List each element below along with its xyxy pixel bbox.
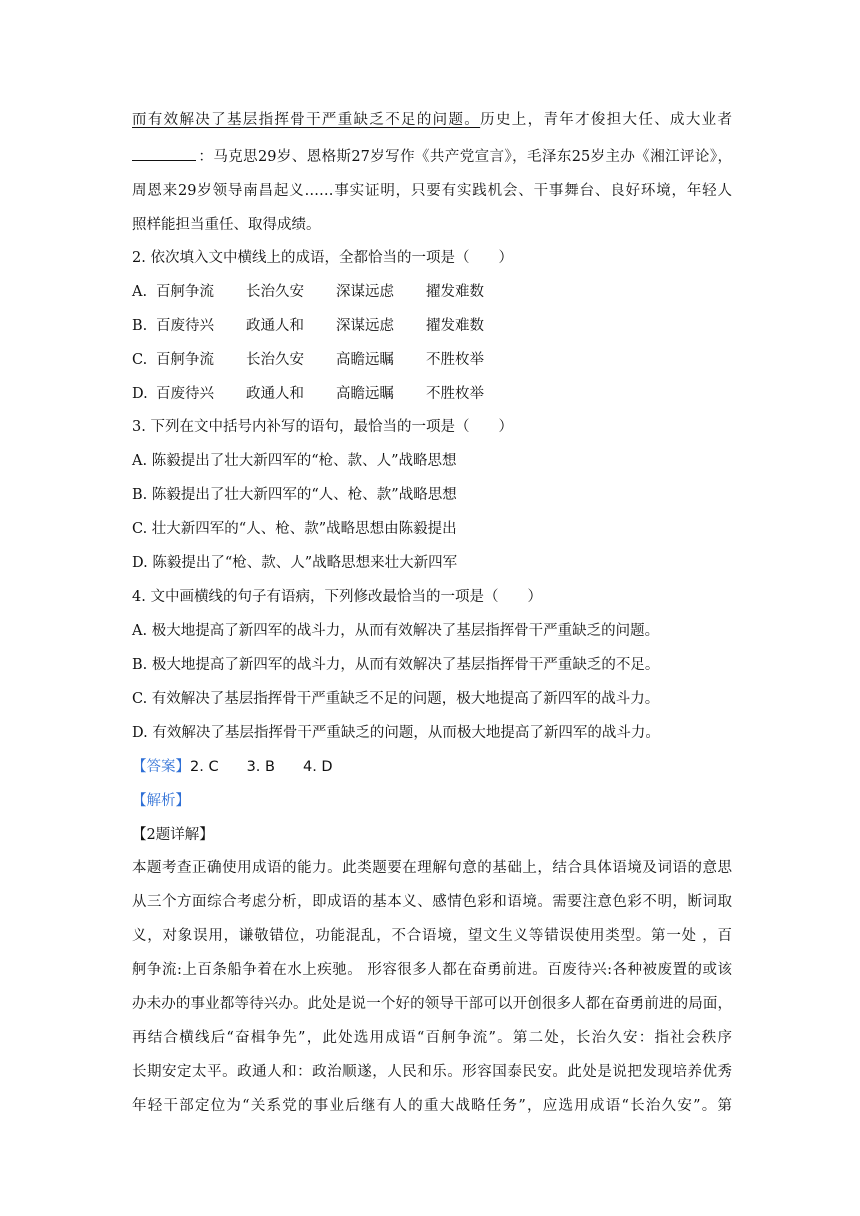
question-4-option-b: B. 极大地提高了新四军的战斗力，从而有效解决了基层指挥骨干严重缺乏的不足。 bbox=[132, 657, 660, 673]
option-item: 深谋远虑 bbox=[336, 284, 394, 300]
analysis-line: 从三个方面综合考虑分析，即成语的基本义、感情色彩和语境。需要注意色彩不明，断词取 bbox=[132, 894, 732, 910]
option-item: 高瞻远瞩 bbox=[336, 386, 394, 402]
question-2-stem: 2. 依次填入文中横线上的成语，全都恰当的一项是（ ） bbox=[132, 250, 513, 266]
question-2-option-b bbox=[132, 316, 732, 336]
analysis-line: 义，对象误用，谦敬错位，功能混乱，不合语境，望文生义等错误使用类型。第一处 ，百 bbox=[132, 928, 732, 944]
question-3-stem: 3. 下列在文中括号内补写的语句，最恰当的一项是（ ） bbox=[132, 419, 513, 435]
option-item: 长治久安 bbox=[246, 352, 304, 368]
option-key: D. bbox=[132, 386, 148, 402]
question-4-option-d: D. 有效解决了基层指挥骨干严重缺乏的问题，从而极大地提高了新四军的战斗力。 bbox=[132, 725, 660, 741]
option-key: C. bbox=[132, 352, 148, 368]
passage-line-1 bbox=[132, 110, 732, 130]
question-4-stem: 4. 文中画横线的句子有语病，下列修改最恰当的一项是（ ） bbox=[132, 589, 542, 605]
answer-item: 4. D bbox=[302, 759, 333, 775]
option-item: 深谋远虑 bbox=[336, 318, 394, 334]
answer-item: 2. C bbox=[190, 759, 219, 775]
analysis-label: 【解析】 bbox=[132, 793, 190, 809]
option-item: 擢发难数 bbox=[426, 284, 484, 300]
passage-line-1-rest: 历史上，青年才俊担大任、成大业者 bbox=[480, 112, 733, 128]
option-item: 不胜枚举 bbox=[426, 352, 484, 368]
question-3-option-b: B. 陈毅提出了壮大新四军的“人、枪、款”战略思想 bbox=[132, 487, 457, 503]
option-item: 百舸争流 bbox=[156, 352, 214, 368]
option-key: A. bbox=[132, 284, 148, 300]
answer-line bbox=[132, 757, 732, 777]
analysis-line: 舸争流:上百条船争着在水上疾驰。 形容很多人都在奋勇前进。百废待兴:各种被废置的或该 bbox=[132, 962, 732, 978]
question-4-option-c: C. 有效解决了基层指挥骨干严重缺乏不足的问题，极大地提高了新四军的战斗力。 bbox=[132, 691, 660, 707]
fill-blank bbox=[132, 146, 196, 161]
analysis-line: 长期安定太平。政通人和：政治顺遂，人民和乐。形容国泰民安。此处是说把发现培养优秀 bbox=[132, 1064, 732, 1080]
question-4-option-a: A. 极大地提高了新四军的战斗力，从而有效解决了基层指挥骨干严重缺乏的问题。 bbox=[132, 623, 660, 639]
option-item: 百废待兴 bbox=[156, 386, 214, 402]
answer-item: 3. B bbox=[246, 759, 275, 775]
option-item: 擢发难数 bbox=[426, 318, 484, 334]
option-item: 百舸争流 bbox=[156, 284, 214, 300]
question-3-option-d: D. 陈毅提出了“枪、款、人”战略思想来壮大新四军 bbox=[132, 555, 458, 571]
passage-line-4: 照样能担当重任、取得成绩。 bbox=[132, 217, 321, 233]
analysis-line: 本题考查正确使用成语的能力。此类题要在理解句意的基础上，结合具体语境及词语的意思 bbox=[132, 860, 732, 876]
option-item: 政通人和 bbox=[246, 386, 304, 402]
analysis-sub-label: 【2题详解】 bbox=[132, 827, 214, 843]
question-2-option-c bbox=[132, 350, 732, 370]
answer-label: 【答案】 bbox=[132, 759, 190, 775]
passage-line-3: 周恩来29岁领导南昌起义……事实证明，只要有实践机会、干事舞台、良好环境，年轻人 bbox=[132, 183, 732, 199]
question-3-option-a: A. 陈毅提出了壮大新四军的“枪、款、人”战略思想 bbox=[132, 453, 457, 469]
option-item: 高瞻远瞩 bbox=[336, 352, 394, 368]
question-2-option-d bbox=[132, 384, 732, 404]
passage-line-2-text: ：马克思29岁、恩格斯27岁写作《共产党宣言》，毛泽东25岁主办《湘江评论》， bbox=[198, 149, 732, 165]
passage-line-2 bbox=[132, 146, 732, 167]
option-item: 百废待兴 bbox=[156, 318, 214, 334]
analysis-line: 办未办的事业都等待兴办。此处是说一个好的领导干部可以开创很多人都在奋勇前进的局面， bbox=[132, 996, 732, 1012]
question-2-option-a bbox=[132, 282, 732, 302]
option-key: B. bbox=[132, 318, 148, 334]
underlined-sentence: 而有效解决了基层指挥骨干严重缺乏不足的问题。 bbox=[132, 112, 481, 128]
option-item: 政通人和 bbox=[246, 318, 304, 334]
question-3-option-c: C. 壮大新四军的“人、枪、款”战略思想由陈毅提出 bbox=[132, 521, 457, 537]
analysis-line: 再结合横线后“奋楫争先”，此处选用成语“百舸争流”。第二处，长治久安：指社会秩序 bbox=[132, 1030, 732, 1046]
option-item: 不胜枚举 bbox=[426, 386, 484, 402]
option-item: 长治久安 bbox=[246, 284, 304, 300]
analysis-line: 年轻干部定位为“关系党的事业后继有人的重大战略任务”，应选用成语“长治久安”。第 bbox=[132, 1098, 732, 1114]
